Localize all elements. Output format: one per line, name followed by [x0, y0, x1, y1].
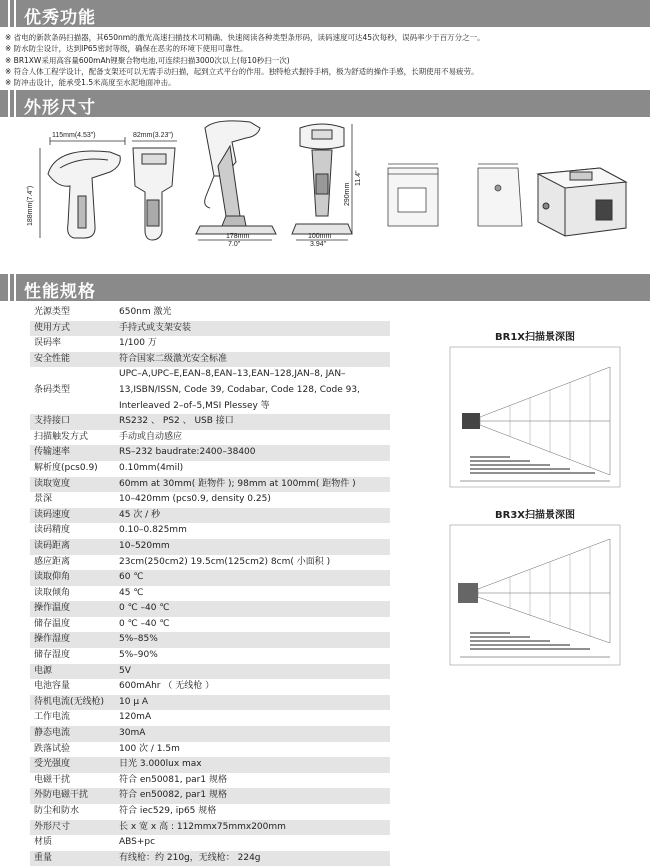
- br1x-depth-diagram: [450, 328, 620, 491]
- spec-value: 0.10mm(4mil): [119, 462, 184, 473]
- spec-label: 安全性能: [30, 352, 115, 368]
- spec-label: 传输速率: [30, 445, 115, 461]
- spec-label: 光源类型: [34, 307, 71, 317]
- spec-label: 扫描触发方式: [34, 431, 89, 442]
- spec-row: [30, 757, 390, 773]
- spec-value: 0 ℃ –40 ℃: [115, 601, 390, 617]
- spec-row: [30, 695, 390, 711]
- spec-row: [30, 648, 390, 664]
- spec-label: 材质: [34, 837, 53, 848]
- spec-value: 10–420mm (pcs0.9, density 0.25): [119, 494, 271, 505]
- feature-item: ※ BR1XW采用高容量600mAh锂聚合物电池,可连续扫描3000次以上(每10秒扫一次): [5, 55, 290, 65]
- box-scanner-front-drawing: [388, 164, 438, 226]
- spec-label: 受光强度: [30, 757, 115, 773]
- spec-value: 600mAhr （ 无线枪 ）: [119, 681, 215, 692]
- specs-banner: [0, 274, 650, 301]
- spec-label: 读取倾角: [34, 587, 71, 598]
- spec-row: [30, 617, 390, 633]
- spec-label: 跌落试验: [34, 743, 71, 754]
- dim-width-side: 82mm(3.23"): [133, 132, 174, 139]
- specs-title: 性能规格: [24, 282, 96, 302]
- spec-value: 100 次 / 1.5m: [119, 743, 180, 754]
- features-title: 优秀功能: [24, 8, 96, 28]
- spec-label: 读码距离: [30, 539, 115, 555]
- dim-stand-width-in: 3.94": [310, 241, 327, 248]
- features-banner: [0, 0, 650, 27]
- spec-label: 读码精度: [34, 525, 71, 536]
- spec-value: 0.10–0.825mm: [119, 525, 187, 536]
- spec-label: 支持接口: [30, 414, 115, 430]
- spec-value: 0 ℃ –40 ℃: [119, 618, 170, 629]
- spec-label: 外形尺寸: [30, 820, 115, 836]
- dim-stand-base-mm: 178mm: [226, 233, 250, 240]
- banner-divider: [14, 0, 16, 27]
- dim-stand-base-in: 7.0": [228, 241, 241, 248]
- spec-row: [30, 305, 390, 321]
- spec-value: 23cm(250cm2) 19.5cm(125cm2) 8cm( 小面积 ): [119, 556, 331, 567]
- spec-row: [30, 679, 390, 695]
- spec-label: 电磁干扰: [34, 774, 71, 785]
- dimension-drawings-svg: [0, 116, 650, 246]
- feature-item: ※ 符合人体工程学设计，配备支架还可以无需手动扫描，起到立式平台的作用。独特枪式握持手柄，极为舒适的操作手感，长期使用不易疲劳。: [5, 66, 479, 76]
- banner-divider: [14, 274, 16, 301]
- spec-row: [30, 601, 390, 617]
- dimensions-title: 外形尺寸: [24, 98, 96, 118]
- spec-label: 操作温度: [30, 601, 115, 617]
- spec-row: [30, 710, 390, 726]
- spec-value: 120mA: [119, 712, 152, 723]
- spec-row: [30, 820, 390, 836]
- spec-row: [30, 664, 390, 680]
- spec-row: [30, 851, 390, 866]
- spec-row: [30, 352, 390, 368]
- spec-label: 读取宽度: [30, 477, 115, 493]
- spec-row: [30, 539, 390, 555]
- spec-row: [30, 570, 390, 586]
- spec-row: [30, 321, 390, 337]
- spec-value: 650nm 激光: [119, 307, 172, 317]
- spec-label: 外防电磁干扰: [30, 788, 115, 804]
- dim-width-front: 115mm(4.53"): [52, 132, 96, 139]
- spec-label: 景深: [34, 494, 53, 505]
- spec-value: 45 次 / 秒: [115, 508, 390, 524]
- spec-label: 储存湿度: [34, 650, 71, 661]
- spec-label: 电池容量: [34, 681, 71, 692]
- spec-label: 工作电流: [34, 712, 71, 723]
- scanner-stand-side-drawing: [196, 121, 276, 234]
- spec-label: 储存温度: [34, 618, 71, 629]
- spec-label: 误码率: [34, 338, 62, 349]
- dimension-drawings: [0, 116, 650, 246]
- spec-label: 读码速度: [30, 508, 115, 524]
- spec-label: 静态电流: [30, 726, 115, 742]
- spec-value: ABS+pc: [119, 837, 156, 848]
- spec-value: 5%–85%: [115, 632, 390, 648]
- feature-item: ※ 防冲击设计，能承受1.5米高度至水泥地面冲击。: [5, 78, 176, 88]
- spec-row: [30, 586, 390, 602]
- spec-value: UPC–A,UPC–E,EAN–8,EAN–13,EAN–128,JAN–8, JAN–13,ISBN/ISSN, Code 39, Codabar, Code 128, Code 93, Interleaved 2–of–5,MSI Plessey 等: [119, 369, 360, 411]
- spec-row: [30, 804, 390, 820]
- spec-value: 符合 iec529, ip65 规格: [119, 806, 217, 816]
- spec-row: [30, 367, 390, 414]
- spec-label: 感应距离: [34, 556, 71, 567]
- banner-divider: [14, 90, 16, 117]
- box-scanner-side-drawing: [478, 164, 522, 226]
- spec-label: 待机电流(无线枪): [30, 695, 115, 711]
- spec-label: 电源: [30, 664, 115, 680]
- dim-height-left: 188mm(7.4"): [27, 185, 34, 226]
- spec-value: 日光 3.000lux max: [115, 757, 390, 773]
- spec-row: [30, 477, 390, 493]
- spec-value: 符合国家二级激光安全标准: [115, 352, 390, 368]
- spec-value: 10–520mm: [115, 539, 390, 555]
- spec-row: [30, 632, 390, 648]
- spec-row: [30, 773, 390, 789]
- spec-row: [30, 430, 390, 446]
- spec-label: 重量: [30, 851, 115, 866]
- banner-divider: [8, 0, 10, 27]
- spec-value: 有线枪：约 210g，无线枪： 224g: [115, 851, 390, 866]
- scanner-stand-front-drawing: [292, 124, 352, 234]
- spec-label: 条码类型: [34, 384, 71, 395]
- dim-stand-width-mm: 100mm: [308, 233, 332, 240]
- spec-row: [30, 726, 390, 742]
- spec-row: [30, 835, 390, 851]
- br1x-diagram-title: BR1X扫描景深图: [495, 332, 575, 343]
- spec-table: [30, 305, 390, 866]
- spec-label: 操作湿度: [30, 632, 115, 648]
- spec-value: 45 ℃: [119, 587, 144, 598]
- spec-row: [30, 445, 390, 461]
- spec-value: 符合 en50082, par1 规格: [115, 788, 390, 804]
- spec-row: [30, 742, 390, 758]
- spec-value: 10 μ A: [115, 695, 390, 711]
- spec-row: [30, 461, 390, 477]
- spec-value: 5V: [115, 664, 390, 680]
- banner-divider: [8, 274, 10, 301]
- br3x-depth-diagram: [450, 506, 620, 669]
- features-list: [5, 32, 645, 88]
- spec-value: RS232 、 PS2 、 USB 接口: [115, 414, 390, 430]
- spec-value: 符合 en50081, par1 规格: [119, 774, 227, 785]
- dimensions-banner: [0, 90, 650, 117]
- spec-row: [30, 788, 390, 804]
- dim-stand-height-in: 11.4": [355, 170, 362, 186]
- spec-row: [30, 492, 390, 508]
- spec-value: 1/100 万: [119, 338, 157, 349]
- feature-item: ※ 防水防尘设计，达到IP65密封等级，确保在恶劣的环境下使用可靠性。: [5, 44, 248, 54]
- br3x-diagram-title: BR3X扫描景深图: [495, 510, 575, 521]
- feature-item: ※ 省电的新款条码扫描器，其650nm的激光高速扫描技术可精确、快速阅读各种类型条形码，读码速度可达45次每秒，误码率少于百万分之一。: [5, 33, 485, 42]
- spec-value: 30mA: [115, 726, 390, 742]
- spec-label: 使用方式: [30, 321, 115, 337]
- spec-label: 防尘和防水: [34, 806, 80, 816]
- box-scanner-3d-drawing: [538, 168, 626, 236]
- spec-row: [30, 555, 390, 571]
- spec-value: 手持式或支架安装: [115, 321, 390, 337]
- spec-value: 长 x 宽 x 高 : 112mmx75mmx200mm: [115, 820, 390, 836]
- spec-row: [30, 336, 390, 352]
- br3x-diagram-svg: [450, 525, 620, 665]
- spec-value: 60 ℃: [115, 570, 390, 586]
- spec-row: [30, 508, 390, 524]
- spec-value: 60mm at 30mm( 距物件 ); 98mm at 100mm( 距物件 ): [115, 477, 390, 493]
- spec-value: 手动或自动感应: [119, 431, 183, 442]
- scanner-front-drawing: [133, 148, 175, 240]
- spec-label: 读取仰角: [30, 570, 115, 586]
- dim-stand-height-mm: 290mm: [344, 182, 351, 206]
- spec-row: [30, 523, 390, 539]
- spec-label: 解析度(pcs0.9): [34, 462, 98, 473]
- spec-row: [30, 414, 390, 430]
- banner-divider: [8, 90, 10, 117]
- spec-value: RS–232 baudrate:2400–38400: [115, 445, 390, 461]
- spec-value: 5%–90%: [119, 650, 158, 661]
- scanner-side-drawing: [48, 151, 120, 238]
- br1x-diagram-svg: [450, 347, 620, 487]
